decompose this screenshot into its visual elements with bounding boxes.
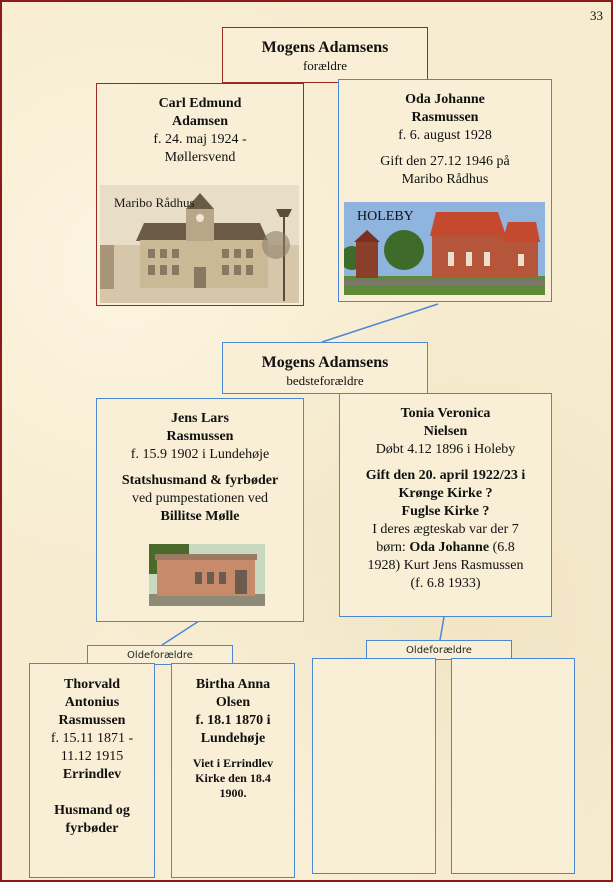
grandfather-occupation-line2: ved pumpestationen ved xyxy=(131,491,269,506)
town-hall-photo xyxy=(100,185,299,303)
great-grandmother-married-line3: 1900. xyxy=(219,786,247,800)
children-prefix: børn: xyxy=(376,540,410,555)
parents-heading xyxy=(222,27,428,83)
church-photo xyxy=(344,202,545,295)
great-grandfather-life-line2: 11.12 1915 xyxy=(60,749,124,764)
father-name-line1: Carl Edmund xyxy=(158,96,242,111)
mother-name-line2: Rasmussen xyxy=(411,110,479,125)
mother-married-line1: Gift den 27.12 1946 på xyxy=(380,154,510,169)
mother-married-line2: Maribo Rådhus xyxy=(401,172,489,187)
grandfather-occupation-line3: Billitse Mølle xyxy=(160,509,240,524)
father-birth-line2: Møllersvend xyxy=(164,150,236,165)
great-grandfather-name-line3: Rasmussen xyxy=(58,713,126,728)
father-birth-line1: f. 24. maj 1924 - xyxy=(153,132,247,147)
great-grandmother-name-line2: Olsen xyxy=(215,695,251,710)
great-grandmother-birth-line2: Lundehøje xyxy=(200,731,266,746)
grandmother-children-line1: I deres ægteskab var der 7 xyxy=(372,522,519,537)
great-grandfather-name-line1: Thorvald xyxy=(63,677,120,692)
grandmother-birth: Døbt 4.12 1896 i Holeby xyxy=(375,442,516,457)
great-grandfather-place: Errindlev xyxy=(62,767,122,782)
grandmother-children-line2 xyxy=(340,539,551,557)
page-number: 33 xyxy=(590,8,603,23)
grandmother-card xyxy=(339,393,552,617)
grandmother-children-line3: 1928) Kurt Jens Rasmussen xyxy=(367,558,524,573)
oldeforaeldre-label-right: Oldeforældre xyxy=(366,640,512,660)
grandmother-married-line1: Gift den 20. april 1922/23 i xyxy=(365,468,526,483)
grandparents-heading xyxy=(222,342,428,394)
father-photo-caption: Maribo Rådhus xyxy=(114,195,195,210)
father-name-line2: Adamsen xyxy=(171,114,228,129)
grandfather-occupation-line1: Statshusmand & fyrbøder xyxy=(121,473,279,488)
great-grandparent-empty-card-2 xyxy=(451,658,575,874)
grandfather-card xyxy=(96,398,304,622)
great-grandparent-empty-card-1 xyxy=(312,658,436,874)
pump-station-photo xyxy=(149,544,265,606)
grandparents-heading-sub: bedsteforældre xyxy=(286,373,364,388)
great-grandmother-card xyxy=(171,663,295,878)
great-grandfather-card xyxy=(29,663,155,878)
connector-grandfather-oldeforaeldre xyxy=(162,621,199,645)
great-grandmother-married-line1: Viet i Errindlev xyxy=(192,756,274,770)
grandmother-name-line2: Nielsen xyxy=(423,424,468,439)
grandmother-name-line1: Tonia Veronica xyxy=(400,406,491,421)
grandparents-heading-name: Mogens Adamsens xyxy=(261,354,389,371)
grandmother-married-line3: Fuglse Kirke ? xyxy=(401,504,490,519)
grandmother-children-line4: (f. 6.8 1933) xyxy=(410,576,481,591)
children-suffix: (6.8 xyxy=(489,540,515,555)
great-grandmother-married-line2: Kirke den 18.4 xyxy=(195,771,271,785)
connector-grandmother-oldeforaeldre xyxy=(440,617,444,640)
great-grandfather-name-line2: Antonius xyxy=(64,695,120,710)
grandfather-name-line2: Rasmussen xyxy=(166,429,234,444)
great-grandmother-birth-line1: f. 18.1 1870 i xyxy=(195,713,271,728)
grandmother-married-line2: Krønge Kirke ? xyxy=(398,486,493,501)
parents-heading-sub: forældre xyxy=(302,58,348,73)
great-grandfather-occupation-line1: Husmand og xyxy=(54,803,130,818)
mother-name-line1: Oda Johanne xyxy=(405,92,485,107)
mother-card xyxy=(338,79,552,302)
connector-parents-grandparents xyxy=(322,304,438,342)
great-grandfather-life-line1: f. 15.11 1871 - xyxy=(50,731,134,746)
grandfather-birth: f. 15.9 1902 i Lundehøje xyxy=(130,447,270,462)
children-oda-johanne: Oda Johanne xyxy=(409,540,490,555)
mother-photo-caption: HOLEBY xyxy=(357,209,414,224)
father-card xyxy=(96,83,304,306)
parents-heading-name: Mogens Adamsens xyxy=(261,39,389,56)
mother-birth: f. 6. august 1928 xyxy=(398,128,492,143)
great-grandfather-occupation-line2: fyrbøder xyxy=(65,821,119,836)
oldeforaeldre-label-left: Oldeforældre xyxy=(87,645,233,665)
grandfather-name-line1: Jens Lars xyxy=(171,411,229,426)
great-grandmother-name-line1: Birtha Anna xyxy=(195,677,271,692)
